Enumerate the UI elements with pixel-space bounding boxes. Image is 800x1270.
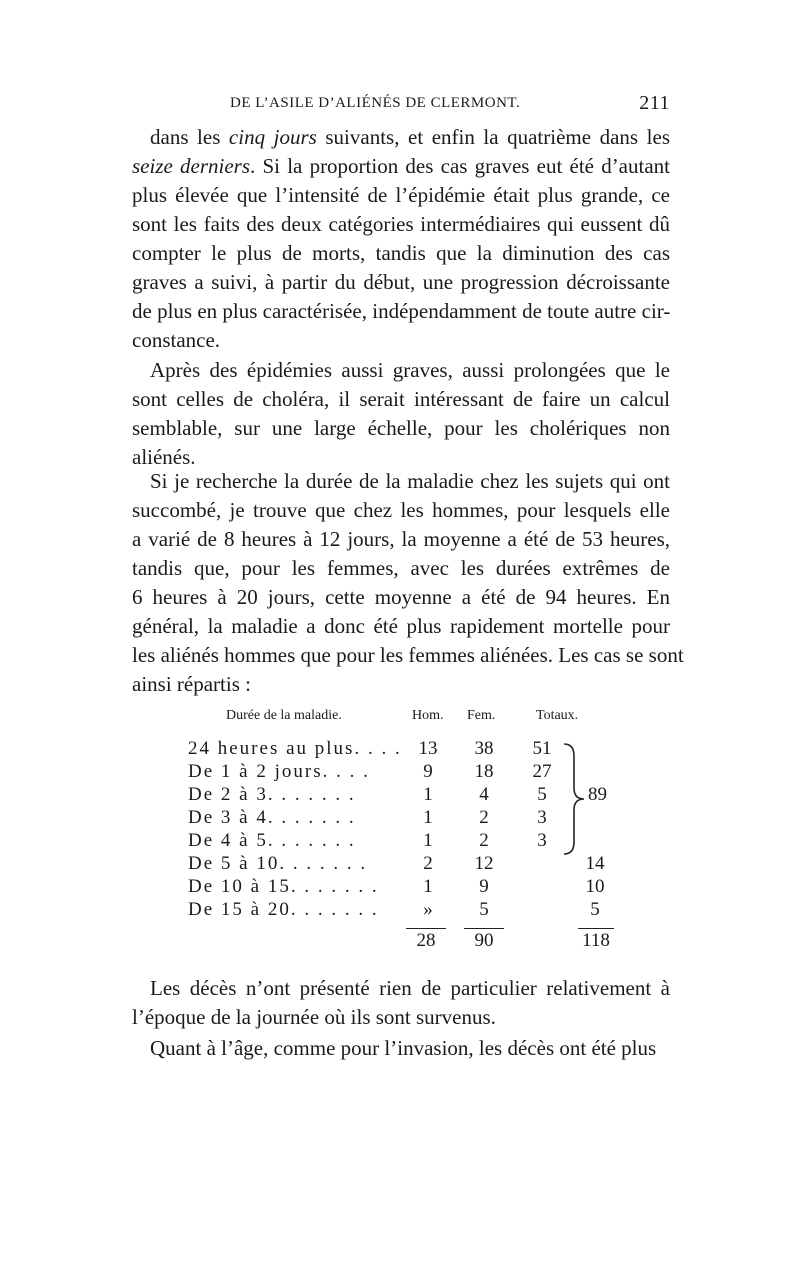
cell-hom: 1 — [423, 876, 433, 897]
brace-icon — [560, 742, 586, 856]
table-row — [0, 853, 800, 876]
text-line: ainsi répartis : — [132, 672, 251, 696]
cell-tot: 5 — [537, 784, 547, 805]
sum-rule — [406, 928, 446, 929]
text-line: constance. — [132, 328, 221, 352]
page-number: 211 — [639, 92, 670, 114]
text-line: a varié de 8 heures à 12 jours, la moyenne a été de 53 heures, — [132, 527, 670, 551]
cell-hom: 2 — [423, 853, 433, 874]
cell-label: De 1 à 2 jours. . . . — [188, 761, 370, 782]
cell-hom: 1 — [423, 830, 433, 851]
text-line: Si je recherche la durée de la maladie chez les sujets qui ont — [150, 469, 670, 493]
cell-label: De 3 à 4. . . . . . . — [188, 807, 356, 828]
sum-rule — [578, 928, 614, 929]
text-line: aliénés. — [132, 445, 196, 469]
sub-total: 14 — [585, 853, 605, 874]
cell-label: De 5 à 10. . . . . . . — [188, 853, 368, 874]
text-line: les aliénés hommes que pour les femmes aliénées. Les cas se sont — [132, 643, 684, 667]
sub-total: 5 — [590, 899, 600, 920]
group-total: 89 — [588, 784, 607, 805]
table-row — [0, 876, 800, 899]
table-row — [0, 738, 800, 761]
text-line: seize derniers. Si la proportion des cas graves eut été d’autant — [132, 154, 670, 178]
cell-tot: 3 — [537, 807, 547, 828]
cell-hom: 1 — [423, 807, 433, 828]
table-header-duration: Durée de la maladie. — [226, 708, 342, 723]
text-line: semblable, sur une large échelle, pour les cholériques non — [132, 416, 670, 440]
cell-tot: 3 — [537, 830, 547, 851]
sub-total: 10 — [585, 876, 605, 897]
text-line: sont les faits des deux catégories intermédiaires qui eussent dû — [132, 212, 670, 236]
table-row — [0, 761, 800, 784]
cell-hom: 1 — [423, 784, 433, 805]
text-line: graves a suivi, à partir du début, une progression décroissante — [132, 270, 670, 294]
table-row — [0, 807, 800, 830]
cell-fem: 9 — [479, 876, 489, 897]
text-line: sont celles de choléra, il serait intéressant de faire un calcul — [132, 387, 670, 411]
text-line: de plus en plus caractérisée, indépendamment de toute autre cir- — [132, 299, 671, 323]
total-men: 28 — [416, 930, 436, 951]
cell-label: De 10 à 15. . . . . . . — [188, 876, 379, 897]
table-header-women: Fem. — [467, 708, 496, 723]
cell-fem: 38 — [474, 738, 494, 759]
sum-rule — [464, 928, 504, 929]
text-line: tandis que, pour les femmes, avec les durées extrêmes de — [132, 556, 670, 580]
total-women: 90 — [474, 930, 494, 951]
text-line: succombé, je trouve que chez les hommes, pour lesquels elle — [132, 498, 670, 522]
text-line: 6 heures à 20 jours, cette moyenne a été de 94 heures. En — [132, 585, 670, 609]
cell-hom: 13 — [418, 738, 438, 759]
cell-fem: 5 — [479, 899, 489, 920]
cell-hom: » — [423, 899, 433, 920]
cell-tot: 27 — [532, 761, 552, 782]
text-line: général, la maladie a donc été plus rapidement mortelle pour — [132, 614, 670, 638]
table-row — [0, 899, 800, 922]
text-line: compter le plus de morts, tandis que la diminution des cas — [132, 241, 670, 265]
table-header-totals: Totaux. — [536, 708, 579, 723]
cell-hom: 9 — [423, 761, 433, 782]
running-title: DE L’ASILE D’ALIÉNÉS DE CLERMONT. — [230, 95, 521, 111]
cell-fem: 12 — [474, 853, 494, 874]
cell-fem: 2 — [479, 830, 489, 851]
cell-tot: 51 — [532, 738, 552, 759]
cell-label: De 15 à 20. . . . . . . — [188, 899, 379, 920]
table-row — [0, 784, 800, 807]
text-line: plus élevée que l’intensité de l’épidémie était plus grande, ce — [132, 183, 670, 207]
total-all: 118 — [582, 930, 610, 951]
table-header-men: Hom. — [412, 708, 444, 723]
cell-label: De 2 à 3. . . . . . . — [188, 784, 356, 805]
table-row — [0, 830, 800, 853]
cell-fem: 18 — [474, 761, 494, 782]
cell-fem: 4 — [479, 784, 489, 805]
cell-label: 24 heures au plus. . . . — [188, 738, 402, 759]
cell-label: De 4 à 5. . . . . . . — [188, 830, 356, 851]
text-line: Quant à l’âge, comme pour l’invasion, les décès ont été plus — [150, 1036, 657, 1060]
text-line: dans les cinq jours suivants, et enfin la quatrième dans les — [150, 125, 670, 149]
page-header — [132, 92, 670, 118]
cell-fem: 2 — [479, 807, 489, 828]
text-line: Après des épidémies aussi graves, aussi prolongées que le — [150, 358, 670, 382]
text-line: Les décès n’ont présenté rien de particulier relativement à — [150, 976, 670, 1000]
text-line: l’époque de la journée où ils sont survenus. — [132, 1005, 496, 1029]
